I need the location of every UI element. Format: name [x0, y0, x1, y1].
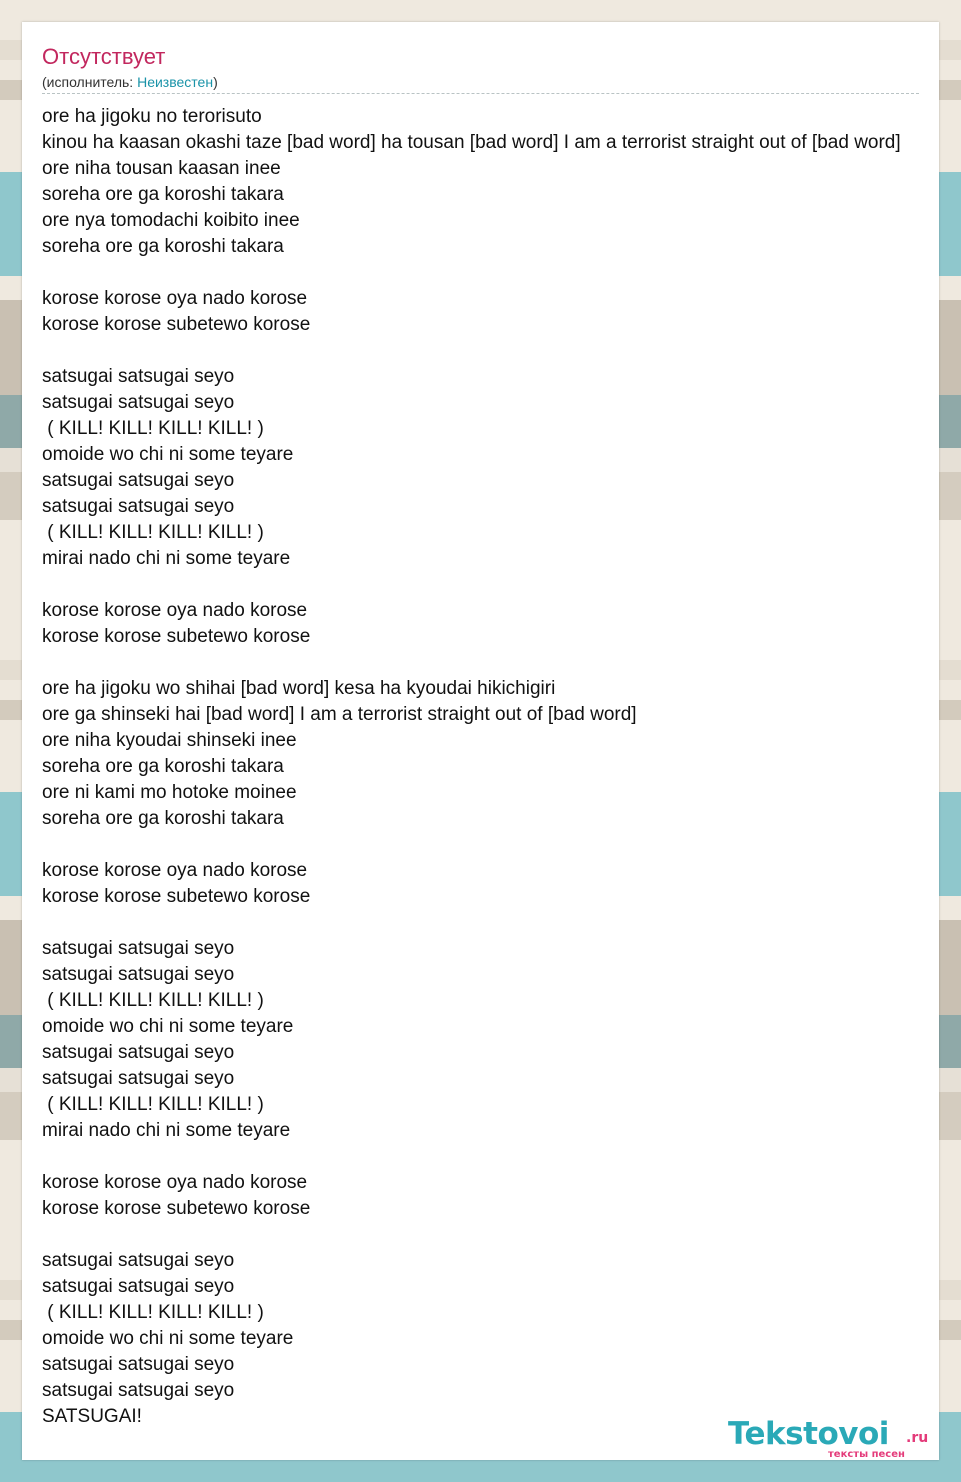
lyric-line: korose korose subetewo korose — [42, 886, 311, 907]
lyric-line: korose korose oya nado korose — [42, 600, 308, 621]
lyric-line: omoide wo chi ni some teyare — [42, 1328, 294, 1349]
lyric-line: mirai nado chi ni some teyare — [42, 548, 291, 569]
logo-subtitle: тексты песен — [828, 1449, 905, 1460]
lyric-line: satsugai satsugai seyo — [42, 1276, 235, 1297]
lyric-blank-line — [42, 572, 901, 598]
lyric-blank-line — [42, 260, 901, 286]
lyric-line: satsugai satsugai seyo — [42, 1380, 235, 1401]
lyric-line: omoide wo chi ni some teyare — [42, 444, 294, 465]
lyric-blank-line — [42, 1222, 901, 1248]
lyric-line: satsugai satsugai seyo — [42, 366, 235, 387]
lyric-line: korose korose subetewo korose — [42, 1198, 311, 1219]
lyric-line: ( KILL! KILL! KILL! KILL! ) — [42, 1302, 264, 1323]
lyric-blank-line — [42, 650, 901, 676]
lyric-line: kinou ha kaasan okashi taze [bad word] ha tousan [bad word] I am a terrorist straight out of [bad word] — [42, 132, 901, 153]
lyric-line: ( KILL! KILL! KILL! KILL! ) — [42, 522, 264, 543]
lyric-blank-line — [42, 832, 901, 858]
lyric-line: ( KILL! KILL! KILL! KILL! ) — [42, 990, 264, 1011]
lyric-blank-line — [42, 338, 901, 364]
lyric-blank-line — [42, 1144, 901, 1170]
lyric-line: mirai nado chi ni some teyare — [42, 1120, 291, 1141]
lyric-blank-line — [42, 910, 901, 936]
lyric-line: ore ga shinseki hai [bad word] I am a terrorist straight out of [bad word] — [42, 704, 637, 725]
lyric-line: satsugai satsugai seyo — [42, 1042, 235, 1063]
lyric-line: ore ni kami mo hotoke moinee — [42, 782, 297, 803]
lyric-line: satsugai satsugai seyo — [42, 938, 235, 959]
lyric-line: ore niha tousan kaasan inee — [42, 158, 281, 179]
lyric-line: soreha ore ga koroshi takara — [42, 756, 284, 777]
lyric-line: korose korose oya nado korose — [42, 288, 308, 309]
artist-prefix: (исполнитель: — [42, 74, 138, 90]
lyric-line: satsugai satsugai seyo — [42, 964, 235, 985]
lyric-line: korose korose oya nado korose — [42, 1172, 308, 1193]
lyric-line: SATSUGAI! — [42, 1406, 142, 1427]
lyric-line: ore nya tomodachi koibito inee — [42, 210, 300, 231]
lyrics-card — [22, 22, 939, 1460]
lyric-line: satsugai satsugai seyo — [42, 1354, 235, 1375]
site-logo[interactable] — [728, 1416, 938, 1460]
lyric-line: satsugai satsugai seyo — [42, 392, 235, 413]
lyric-line: satsugai satsugai seyo — [42, 1250, 235, 1271]
lyric-line: satsugai satsugai seyo — [42, 1068, 235, 1089]
song-title: Отсутствует — [42, 44, 166, 69]
artist-suffix: ) — [213, 74, 218, 90]
lyric-line: korose korose oya nado korose — [42, 860, 308, 881]
artist-line — [42, 73, 218, 91]
lyric-line: soreha ore ga koroshi takara — [42, 808, 284, 829]
lyric-line: ore ha jigoku wo shihai [bad word] kesa ha kyoudai hikichigiri — [42, 678, 556, 699]
lyric-line: satsugai satsugai seyo — [42, 470, 235, 491]
logo-tld: .ru — [906, 1430, 929, 1446]
logo-wordmark: Tekstovoi — [728, 1416, 889, 1452]
lyric-line: soreha ore ga koroshi takara — [42, 236, 284, 257]
lyric-line: ore niha kyoudai shinseki inee — [42, 730, 297, 751]
lyric-line: soreha ore ga koroshi takara — [42, 184, 284, 205]
lyric-line: korose korose subetewo korose — [42, 626, 311, 647]
lyric-line: ( KILL! KILL! KILL! KILL! ) — [42, 1094, 264, 1115]
lyric-line: ore ha jigoku no terorisuto — [42, 106, 262, 127]
artist-link[interactable]: Неизвестен — [137, 74, 214, 90]
lyric-line: omoide wo chi ni some teyare — [42, 1016, 294, 1037]
lyric-line: korose korose subetewo korose — [42, 314, 311, 335]
title-divider — [42, 93, 919, 94]
lyric-line: satsugai satsugai seyo — [42, 496, 235, 517]
lyrics-body — [42, 104, 901, 1430]
lyric-line: ( KILL! KILL! KILL! KILL! ) — [42, 418, 264, 439]
